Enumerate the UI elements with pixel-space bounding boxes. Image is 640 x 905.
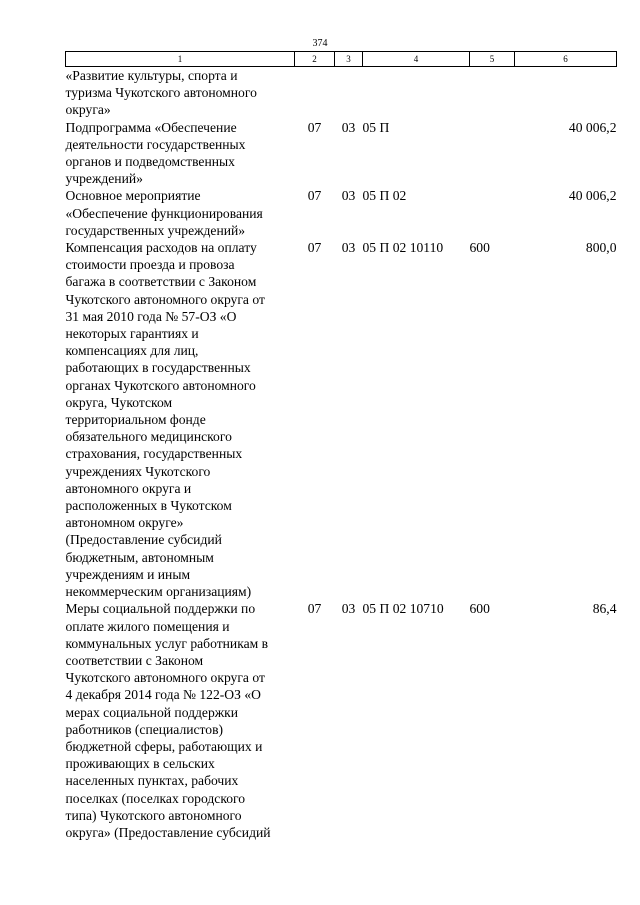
amount	[515, 67, 617, 119]
description-line: некоммерческим организациям)	[65, 584, 252, 600]
description-line: органах Чукотского автономного	[65, 377, 256, 393]
description-line: округа»	[65, 102, 111, 118]
column-header-4: 4	[363, 52, 470, 67]
description-line: территориальном фонде	[65, 412, 206, 428]
description-line: типа) Чукотского автономного	[65, 807, 242, 823]
description-line: проживающих в сельских	[65, 756, 215, 772]
description-line: государственных учреждений»	[65, 222, 246, 238]
description-line: стоимости проезда и провоза	[65, 257, 235, 273]
budget-table	[65, 51, 617, 841]
row-description	[66, 239, 295, 600]
description-line: автономном округе»	[65, 515, 184, 531]
row-description	[66, 600, 295, 841]
description-line: багажа в соответствии с Законом	[65, 274, 257, 290]
description-line: компенсациях для лиц,	[65, 343, 199, 359]
description-line: оплате жилого помещения и	[65, 618, 230, 634]
description-line: Подпрограмма «Обеспечение	[65, 119, 237, 135]
description-line: работников (специалистов)	[65, 721, 224, 737]
description-line: округа, Чукотском	[65, 394, 173, 410]
description-line: учреждениях Чукотского	[65, 463, 211, 479]
description-line: «Обеспечение функционирования	[65, 205, 263, 221]
description-line: расположенных в Чукотском	[65, 498, 232, 514]
table-row	[66, 67, 617, 119]
expense-type-code	[470, 119, 515, 188]
row-description	[66, 67, 295, 119]
description-line: Основное мероприятие	[65, 188, 201, 204]
target-article-code: 05 П 02 10710	[362, 601, 444, 617]
description-line: Чукотского автономного округа от	[65, 670, 265, 686]
description-line: населенных пунктах, рабочих	[65, 773, 239, 789]
subsection-code: 03	[341, 188, 356, 204]
subsection-code: 03	[341, 119, 356, 135]
target-article-code: 05 П 02 10110	[362, 240, 444, 256]
description-line: Чукотского автономного округа от	[65, 291, 265, 307]
target-article-code	[363, 67, 470, 119]
section-code: 07	[307, 119, 322, 135]
description-line: обязательного медицинского	[65, 429, 232, 445]
expense-type-code: 600	[469, 240, 490, 256]
description-line: округа» (Предоставление субсидий	[65, 824, 271, 840]
description-line: туризма Чукотского автономного	[65, 85, 257, 101]
section-code	[295, 67, 335, 119]
expense-type-code	[470, 67, 515, 119]
subsection-code: 03	[341, 601, 356, 617]
subsection-code	[335, 67, 363, 119]
description-line: работающих в государственных	[65, 360, 251, 376]
description-line: 4 декабря 2014 года № 122-ОЗ «О	[65, 687, 261, 703]
description-line: деятельности государственных	[65, 136, 246, 152]
description-line: коммунальных услуг работникам в	[65, 635, 269, 651]
target-article-code: 05 П 02	[362, 188, 407, 204]
description-line: (Предоставление субсидий	[65, 532, 222, 548]
table-row	[66, 600, 617, 841]
description-line: учреждений»	[65, 171, 143, 187]
amount: 40 006,2	[568, 188, 617, 204]
amount: 800,0	[585, 240, 617, 256]
column-header-row	[66, 52, 617, 67]
description-line: соответствии с Законом	[65, 652, 204, 668]
description-line: учреждениям и иным	[65, 566, 191, 582]
table-row	[66, 187, 617, 239]
amount: 86,4	[592, 601, 617, 617]
description-line: бюджетной сферы, работающих и	[65, 738, 263, 754]
description-line: 31 мая 2010 года № 57-ОЗ «О	[65, 308, 237, 324]
section-code: 07	[307, 240, 322, 256]
column-header-3: 3	[335, 52, 363, 67]
amount: 40 006,2	[568, 119, 617, 135]
description-line: «Развитие культуры, спорта и	[65, 68, 238, 83]
expense-type-code	[470, 187, 515, 239]
description-line: некоторых гарантиях и	[65, 326, 199, 342]
description-line: автономного округа и	[65, 480, 192, 496]
row-description	[66, 187, 295, 239]
description-line: Компенсация расходов на оплату	[65, 240, 257, 256]
description-line: бюджетным, автономным	[65, 549, 214, 565]
section-code: 07	[307, 601, 322, 617]
column-header-6: 6	[515, 52, 617, 67]
expense-type-code: 600	[469, 601, 490, 617]
description-line: поселках (поселках городского	[65, 790, 246, 806]
table-body	[66, 67, 617, 842]
table-row	[66, 239, 617, 600]
subsection-code: 03	[341, 240, 356, 256]
description-line: страхования, государственных	[65, 446, 243, 462]
column-header-5: 5	[470, 52, 515, 67]
target-article-code: 05 П	[362, 119, 390, 135]
page-number: 374	[312, 38, 328, 49]
description-line: мерах социальной поддержки	[65, 704, 239, 720]
description-line: органов и подведомственных	[65, 154, 235, 170]
description-line: Меры социальной поддержки по	[65, 601, 256, 617]
column-header-2: 2	[295, 52, 335, 67]
section-code: 07	[307, 188, 322, 204]
row-description	[66, 119, 295, 188]
table-row	[66, 119, 617, 188]
column-header-1: 1	[66, 52, 295, 67]
